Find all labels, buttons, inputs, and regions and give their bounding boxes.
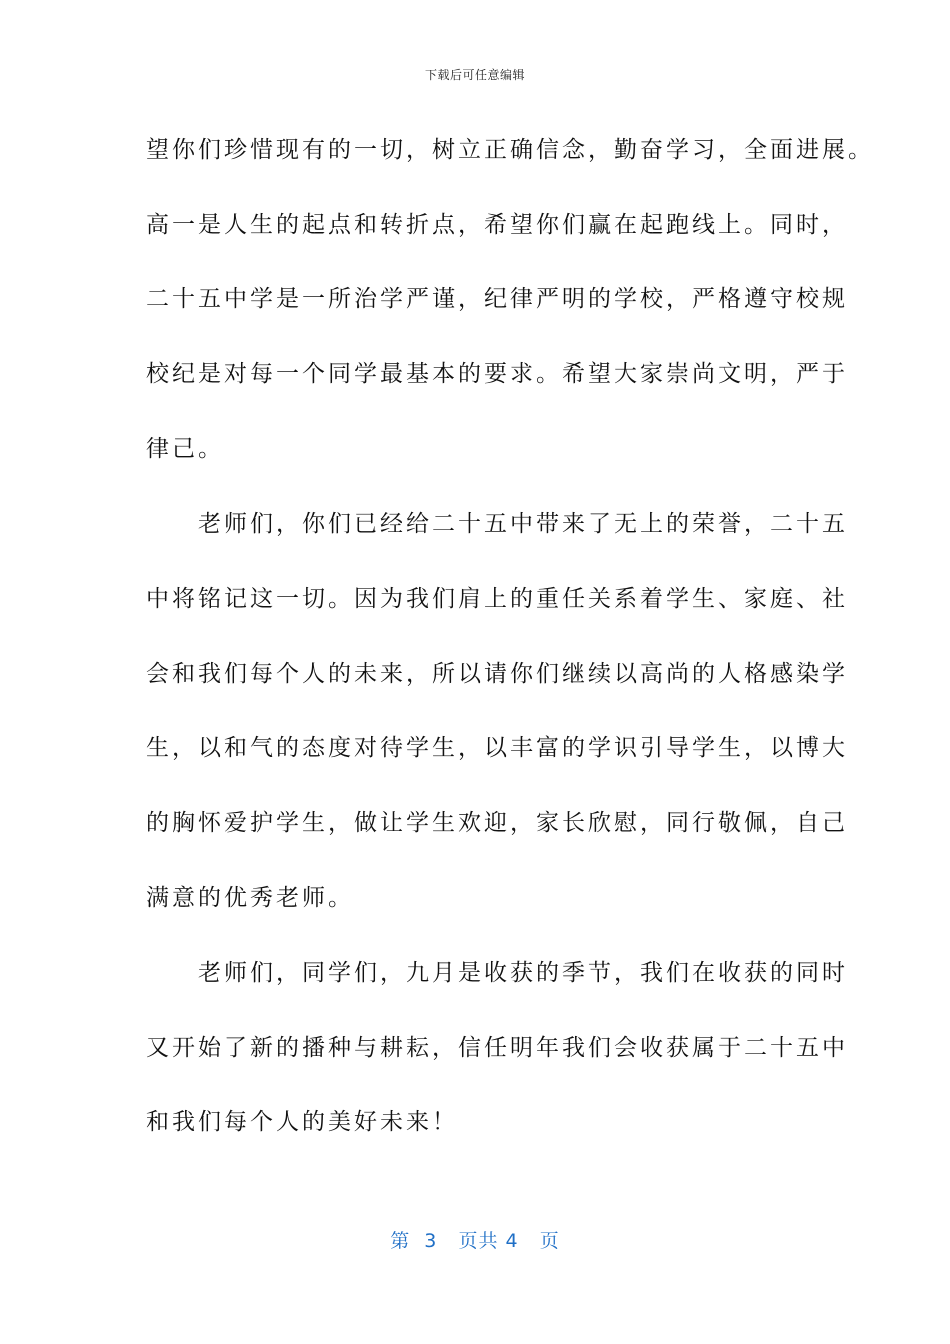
body-line: 老师们，同学们，九月是收获的季节，我们在收获的同时 xyxy=(146,960,848,986)
body-line: 生，以和气的态度对待学生，以丰富的学识引导学生，以博大 xyxy=(146,735,848,761)
body-line: 又开始了新的播种与耕耘，信任明年我们会收获属于二十五中 xyxy=(146,1035,848,1061)
body-line: 满意的优秀老师。 xyxy=(146,885,354,911)
body-line: 望你们珍惜现有的一切，树立正确信念，勤奋学习，全面进展。 xyxy=(146,137,874,163)
body-line: 中将铭记这一切。因为我们肩上的重任关系着学生、家庭、社 xyxy=(146,586,848,612)
body-line: 二十五中学是一所治学严谨，纪律严明的学校，严格遵守校规 xyxy=(146,286,848,312)
body-line: 的胸怀爱护学生，做让学生欢迎，家长欣慰，同行敬佩，自己 xyxy=(146,810,848,836)
body-line: 律己。 xyxy=(146,436,224,462)
body-line: 校纪是对每一个同学最基本的要求。希望大家崇尚文明，严于 xyxy=(146,361,848,387)
body-line: 会和我们每个人的未来，所以请你们继续以高尚的人格感染学 xyxy=(146,661,848,687)
body-line: 和我们每个人的美好未来！ xyxy=(146,1109,458,1135)
page-number-footer: 第 3 页共 4 页 xyxy=(390,1230,560,1252)
page-header: 下载后可任意编辑 xyxy=(424,68,525,82)
body-line: 高一是人生的起点和转折点，希望你们赢在起跑线上。同时， xyxy=(146,212,848,238)
body-line: 老师们，你们已经给二十五中带来了无上的荣誉，二十五 xyxy=(146,511,848,537)
